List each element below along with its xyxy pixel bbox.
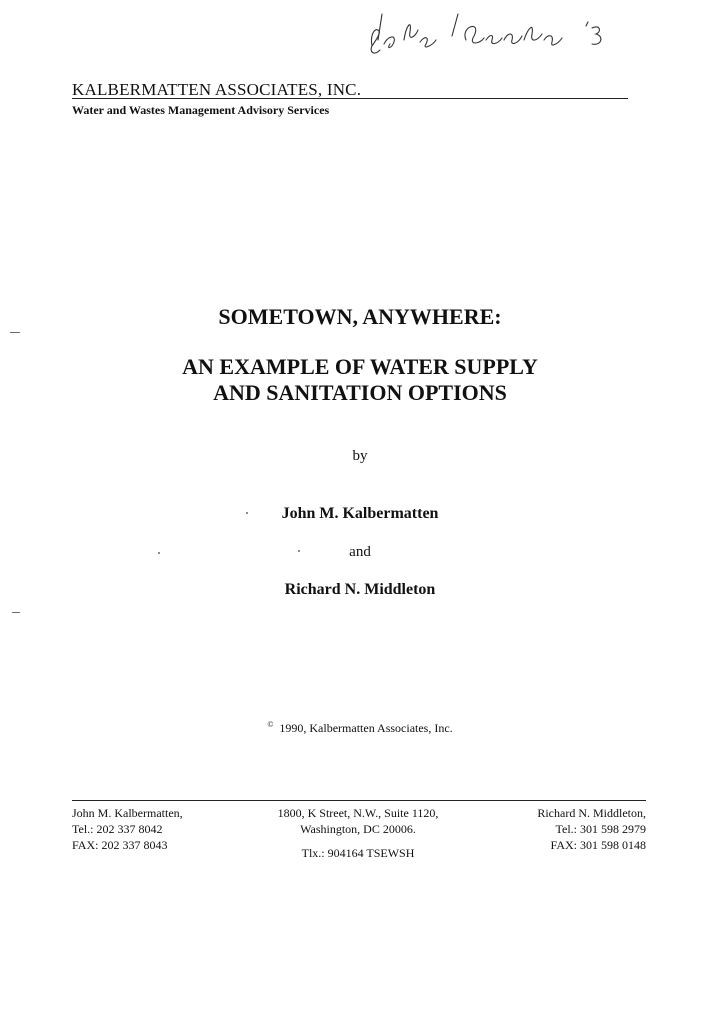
handwritten-annotation [360, 6, 630, 64]
byline-and: and [349, 544, 371, 560]
footer-right-fax: FAX: 301 598 0148 [550, 838, 646, 852]
copyright-notice [0, 720, 720, 736]
copyright-text: 1990, Kalbermatten Associates, Inc. [279, 721, 453, 735]
footer-street: 1800, K Street, N.W., Suite 1120, [277, 806, 439, 820]
footer-contact-middleton [537, 805, 646, 853]
footer-left-tel: Tel.: 202 337 8042 [72, 822, 163, 836]
scan-speck [298, 550, 300, 552]
firm-tagline: Water and Wastes Management Advisory Services [72, 103, 330, 117]
copyright-symbol: © [267, 720, 274, 729]
footer-rule [72, 800, 646, 801]
footer-right-tel: Tel.: 301 598 2979 [555, 822, 646, 836]
letterhead-rule [72, 98, 628, 99]
scan-speck [246, 512, 248, 514]
footer-city: Washington, DC 20006. [300, 822, 416, 836]
byline-by: by [352, 448, 368, 464]
scan-speck [158, 552, 160, 554]
footer-left-fax: FAX: 202 337 8043 [72, 838, 168, 852]
author-kalbermatten: John M. Kalbermatten [281, 505, 439, 522]
firm-name: KALBERMATTEN ASSOCIATES, INC. [72, 80, 362, 99]
scan-speck [12, 612, 20, 613]
document-title-line1: SOMETOWN, ANYWHERE: [218, 304, 502, 329]
document-title-line2: AN EXAMPLE OF WATER SUPPLY [182, 354, 538, 379]
footer-left-name: John M. Kalbermatten, [72, 806, 183, 820]
footer-right-name: Richard N. Middleton, [537, 806, 646, 820]
scan-speck [10, 332, 20, 333]
footer-telex: Tlx.: 904164 TSEWSH [301, 846, 415, 860]
document-title-line3: AND SANITATION OPTIONS [213, 380, 507, 405]
author-middleton: Richard N. Middleton [284, 581, 436, 598]
